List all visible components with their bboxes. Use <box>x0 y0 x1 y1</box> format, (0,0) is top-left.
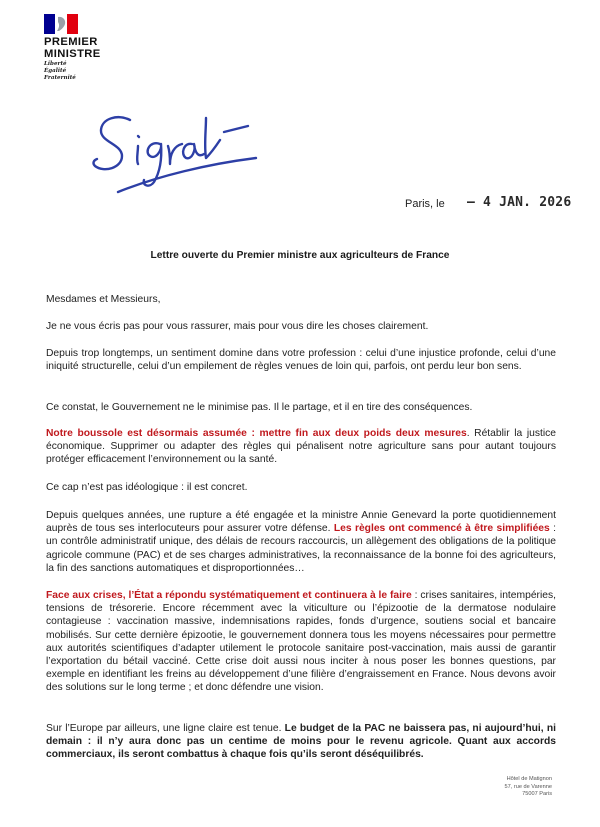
paragraph-6-start: Depuis quelques années, une rupture a été engagée et la ministre Annie Genevard la porte quotidiennement auprès de tous ses interlocuteurs pour assurer votre défense. <box>46 510 556 535</box>
address-line-1: Hôtel de Matignon <box>506 776 552 782</box>
paragraph-8-text <box>46 722 556 762</box>
paragraph-3-text: Ce constat, le Gouvernement ne le minimise pas. Il le partage, et il en tire des conséquences. <box>46 402 473 413</box>
paragraph-7-text <box>46 589 556 695</box>
ministry-line-1: PREMIER <box>44 36 98 48</box>
paragraph-1-text: Je ne vous écris pas pour vous rassurer, mais pour vous dire les choses clairement. <box>46 321 429 332</box>
handwritten-signature <box>88 100 258 195</box>
salutation <box>46 293 556 306</box>
paragraph-6-text <box>46 509 556 575</box>
ministry-line-2: MINISTRE <box>44 48 101 60</box>
address-line-2: 57, rue de Varenne <box>504 783 552 790</box>
paragraph-2-text: Depuis trop longtemps, un sentiment domine dans votre profession : celui d’une injustice profonde, celui d’une iniquité structurelle, celui d’un empilement de règles venues de loin qui, parfois, ont perdu leur bon sens. <box>46 348 556 373</box>
paragraph-7-highlight: Face aux crises, l’État a répondu systématiquement et continuera à le faire <box>46 590 412 601</box>
paragraph-7 <box>46 589 556 695</box>
paragraph-7-rest: : crises sanitaires, intempéries, tensions de trésorerie. Encore récemment avec la viticulture ou l’épizootie de la dermatose nodulaire contagieuse : vaccination massive, indemnisations rapides, fonds d’urgence, soutiens social et bancaire mobilisés. Sur cette dernière épizootie, le gouvernement donnera tous les moyens nécessaires pour permettre aux autorités scientifiques d’adapter utilement le protocole sanitaire post-vaccination, mais aussi de garantir l’exportation du bétail vacciné. Cette crise doit aussi nous inciter à nous poser les bonnes questions, par exemple en identifiant les freins au développement d’une filière d’engraissement en France. Nous devons avoir des solutions sur le long terme ; et donc défendre une vision. <box>46 590 557 694</box>
paragraph-6-highlight: Les règles ont commencé à être simplifiées <box>333 523 550 535</box>
flag-red-stripe <box>67 14 78 34</box>
paragraph-8 <box>46 722 556 762</box>
paragraph-4-highlight: Notre boussole est désormais assumée : mettre fin aux deux poids deux mesures <box>46 428 467 439</box>
flag-blue-stripe <box>44 14 55 34</box>
letter-title: Lettre ouverte du Premier ministre aux agriculteurs de France <box>150 250 450 261</box>
date-stamp: – 4 JAN. 2026 <box>467 195 572 210</box>
motto-egalite: Égalité <box>44 68 67 74</box>
marianne-logo-icon <box>44 14 78 34</box>
address-line-3: 75007 Paris <box>522 791 552 798</box>
paragraph-5 <box>46 481 556 494</box>
salutation-text: Mesdames et Messieurs, <box>46 294 161 305</box>
dateline <box>405 195 572 210</box>
paragraph-4-rest: . Rétablir la justice économique. Supprimer ou adapter des règles qui pénalisent notre agriculture sans pour autant toujours protéger efficacement l’environnement ou la santé. <box>46 428 557 466</box>
republic-motto <box>44 61 76 82</box>
paragraph-3 <box>46 401 556 414</box>
motto-fraternite: Fraternité <box>44 75 76 81</box>
ministry-name <box>44 36 101 60</box>
date-place: Paris, le <box>405 198 445 210</box>
sender-address <box>505 776 552 799</box>
paragraph-8-bold: Le budget de la PAC ne baissera pas, ni aujourd’hui, ni demain : il n’y aura donc pas un centime de moins pour le revenu agricole. Quant aux accords commerciaux, ils seront combattus à chaque fois qu’ils seront déséquilibrés. <box>46 723 556 761</box>
paragraph-6 <box>46 509 556 575</box>
paragraph-1 <box>46 320 556 333</box>
paragraph-5-text: Ce cap n’est pas idéologique : il est concret. <box>46 482 248 493</box>
paragraph-4 <box>46 427 556 467</box>
paragraph-4-text <box>46 427 556 467</box>
paragraph-6-rest: : un contrôle administratif unique, des délais de recours raccourcis, un allègement des obligations de la politique agricole commune (PAC) et de ses charges administratives, la reconnaissance de la bonne foi des agriculteurs, la fin des sanctions automatiques et disproportionnées… <box>46 523 556 574</box>
motto-liberte: Liberté <box>44 61 67 67</box>
paragraph-8-start: Sur l’Europe par ailleurs, une ligne claire est tenue. <box>46 723 285 734</box>
paragraph-2 <box>46 347 556 373</box>
